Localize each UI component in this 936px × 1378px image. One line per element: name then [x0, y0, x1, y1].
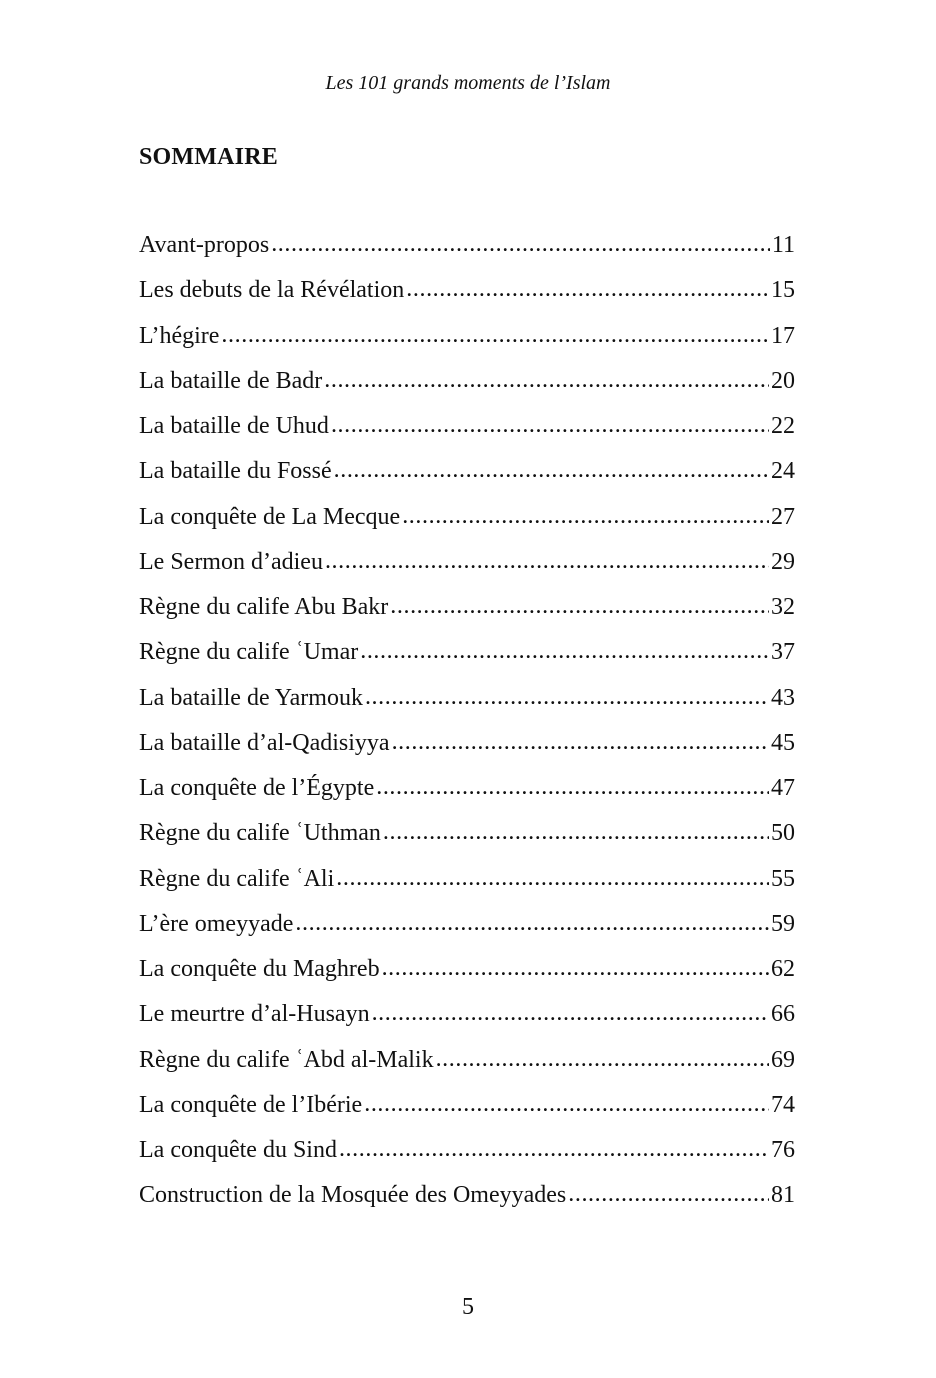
toc-entry-title: Le Sermon d’adieu [139, 548, 323, 575]
toc-dot-leader [406, 272, 769, 306]
toc-dot-leader [372, 996, 769, 1030]
toc-dot-leader [365, 680, 769, 714]
toc-entry-title: L’ère omeyyade [139, 910, 294, 937]
toc-dot-leader [376, 770, 769, 804]
running-header: Les 101 grands moments de l’Islam [325, 72, 611, 94]
toc-entry-title: La bataille d’al-Qadisiyya [139, 729, 390, 756]
toc-entry-title: La conquête de l’Ibérie [139, 1091, 363, 1118]
toc-dot-leader [364, 1087, 769, 1121]
toc-dot-leader [390, 589, 769, 623]
toc-entry [139, 273, 795, 318]
toc-entry [139, 952, 795, 997]
toc-dot-leader [436, 1042, 769, 1076]
toc-entry [139, 454, 795, 499]
toc-entry [139, 862, 795, 907]
toc-entry [139, 816, 795, 861]
toc-dot-leader [392, 725, 769, 759]
toc-entry-page: 37 [771, 639, 795, 666]
toc-entry-page: 66 [771, 1001, 795, 1028]
table-of-contents [139, 228, 795, 1224]
toc-entry-page: 22 [771, 413, 795, 439]
toc-entry-page: 17 [771, 322, 795, 349]
toc-entry-page: 69 [771, 1046, 795, 1073]
toc-entry-title: La bataille du Fossé [139, 458, 332, 485]
toc-entry-title: Construction de la Mosquée des Omeyyades [139, 1182, 567, 1209]
toc-entry-title: Règne du calife ʿUthman [139, 820, 381, 847]
toc-dot-leader [295, 906, 769, 940]
page-number: 5 [462, 1294, 474, 1320]
toc-entry [139, 228, 795, 273]
toc-entry-title: Règne du calife ʿUmar [139, 639, 359, 666]
toc-entry-page: 55 [771, 865, 795, 892]
toc-dot-leader [360, 634, 769, 668]
toc-entry-page: 45 [771, 729, 795, 756]
toc-entry-title: La conquête de La Mecque [139, 503, 401, 530]
toc-entry-page: 74 [771, 1091, 795, 1118]
toc-entry-page: 11 [771, 232, 795, 258]
toc-entry [139, 319, 795, 364]
toc-entry-page: 59 [771, 910, 795, 937]
toc-entry [139, 771, 795, 816]
toc-entry-title: Le meurtre d’al-Husayn [139, 1001, 370, 1028]
toc-entry-page: 27 [771, 503, 795, 530]
toc-entry-page: 81 [771, 1182, 795, 1209]
toc-entry-title: La conquête de l’Égypte [139, 775, 375, 801]
toc-entry-page: 76 [771, 1137, 795, 1163]
toc-entry-title: Règne du calife Abu Bakr [139, 594, 389, 620]
toc-dot-leader [382, 951, 769, 985]
toc-dot-leader [271, 227, 770, 261]
toc-entry [139, 1043, 795, 1088]
toc-entry-page: 32 [771, 594, 795, 620]
toc-dot-leader [334, 453, 769, 487]
toc-entry [139, 997, 795, 1042]
toc-entry-title: La bataille de Yarmouk [139, 684, 363, 711]
toc-entry-page: 15 [771, 277, 795, 304]
toc-dot-leader [568, 1177, 769, 1211]
toc-entry-page: 29 [771, 548, 795, 575]
toc-entry-title: Règne du calife ʿAbd al-Malik [139, 1046, 434, 1073]
toc-entry-page: 62 [771, 956, 795, 982]
toc-entry [139, 364, 795, 409]
toc-dot-leader [383, 815, 769, 849]
toc-entry-title: La conquête du Sind [139, 1137, 337, 1163]
toc-entry-page: 50 [771, 820, 795, 847]
toc-entry-title: La conquête du Maghreb [139, 956, 380, 982]
toc-entry [139, 1133, 795, 1178]
toc-dot-leader [336, 861, 769, 895]
toc-dot-leader [331, 408, 769, 442]
toc-entry-title: Règne du calife ʿAli [139, 865, 335, 892]
toc-entry-page: 43 [771, 684, 795, 711]
toc-entry-title: La bataille de Uhud [139, 413, 329, 439]
toc-entry-title: Les debuts de la Révélation [139, 277, 405, 304]
toc-entry [139, 500, 795, 545]
toc-entry [139, 1088, 795, 1133]
toc-dot-leader [325, 544, 769, 578]
toc-entry [139, 635, 795, 680]
toc-entry [139, 590, 795, 635]
toc-dot-leader [339, 1132, 769, 1166]
toc-entry [139, 726, 795, 771]
toc-dot-leader [402, 499, 769, 533]
toc-entry [139, 545, 795, 590]
toc-heading: SOMMAIRE [139, 144, 278, 170]
toc-entry-title: La bataille de Badr [139, 367, 323, 394]
toc-dot-leader [324, 363, 769, 397]
toc-entry [139, 907, 795, 952]
toc-entry [139, 409, 795, 454]
toc-entry-title: Avant-propos [139, 232, 270, 258]
toc-entry-page: 20 [771, 367, 795, 394]
toc-entry-title: L’hégire [139, 322, 220, 349]
toc-entry [139, 1178, 795, 1223]
toc-entry-page: 47 [771, 775, 795, 801]
toc-dot-leader [221, 318, 769, 352]
toc-entry [139, 681, 795, 726]
toc-entry-page: 24 [771, 458, 795, 485]
